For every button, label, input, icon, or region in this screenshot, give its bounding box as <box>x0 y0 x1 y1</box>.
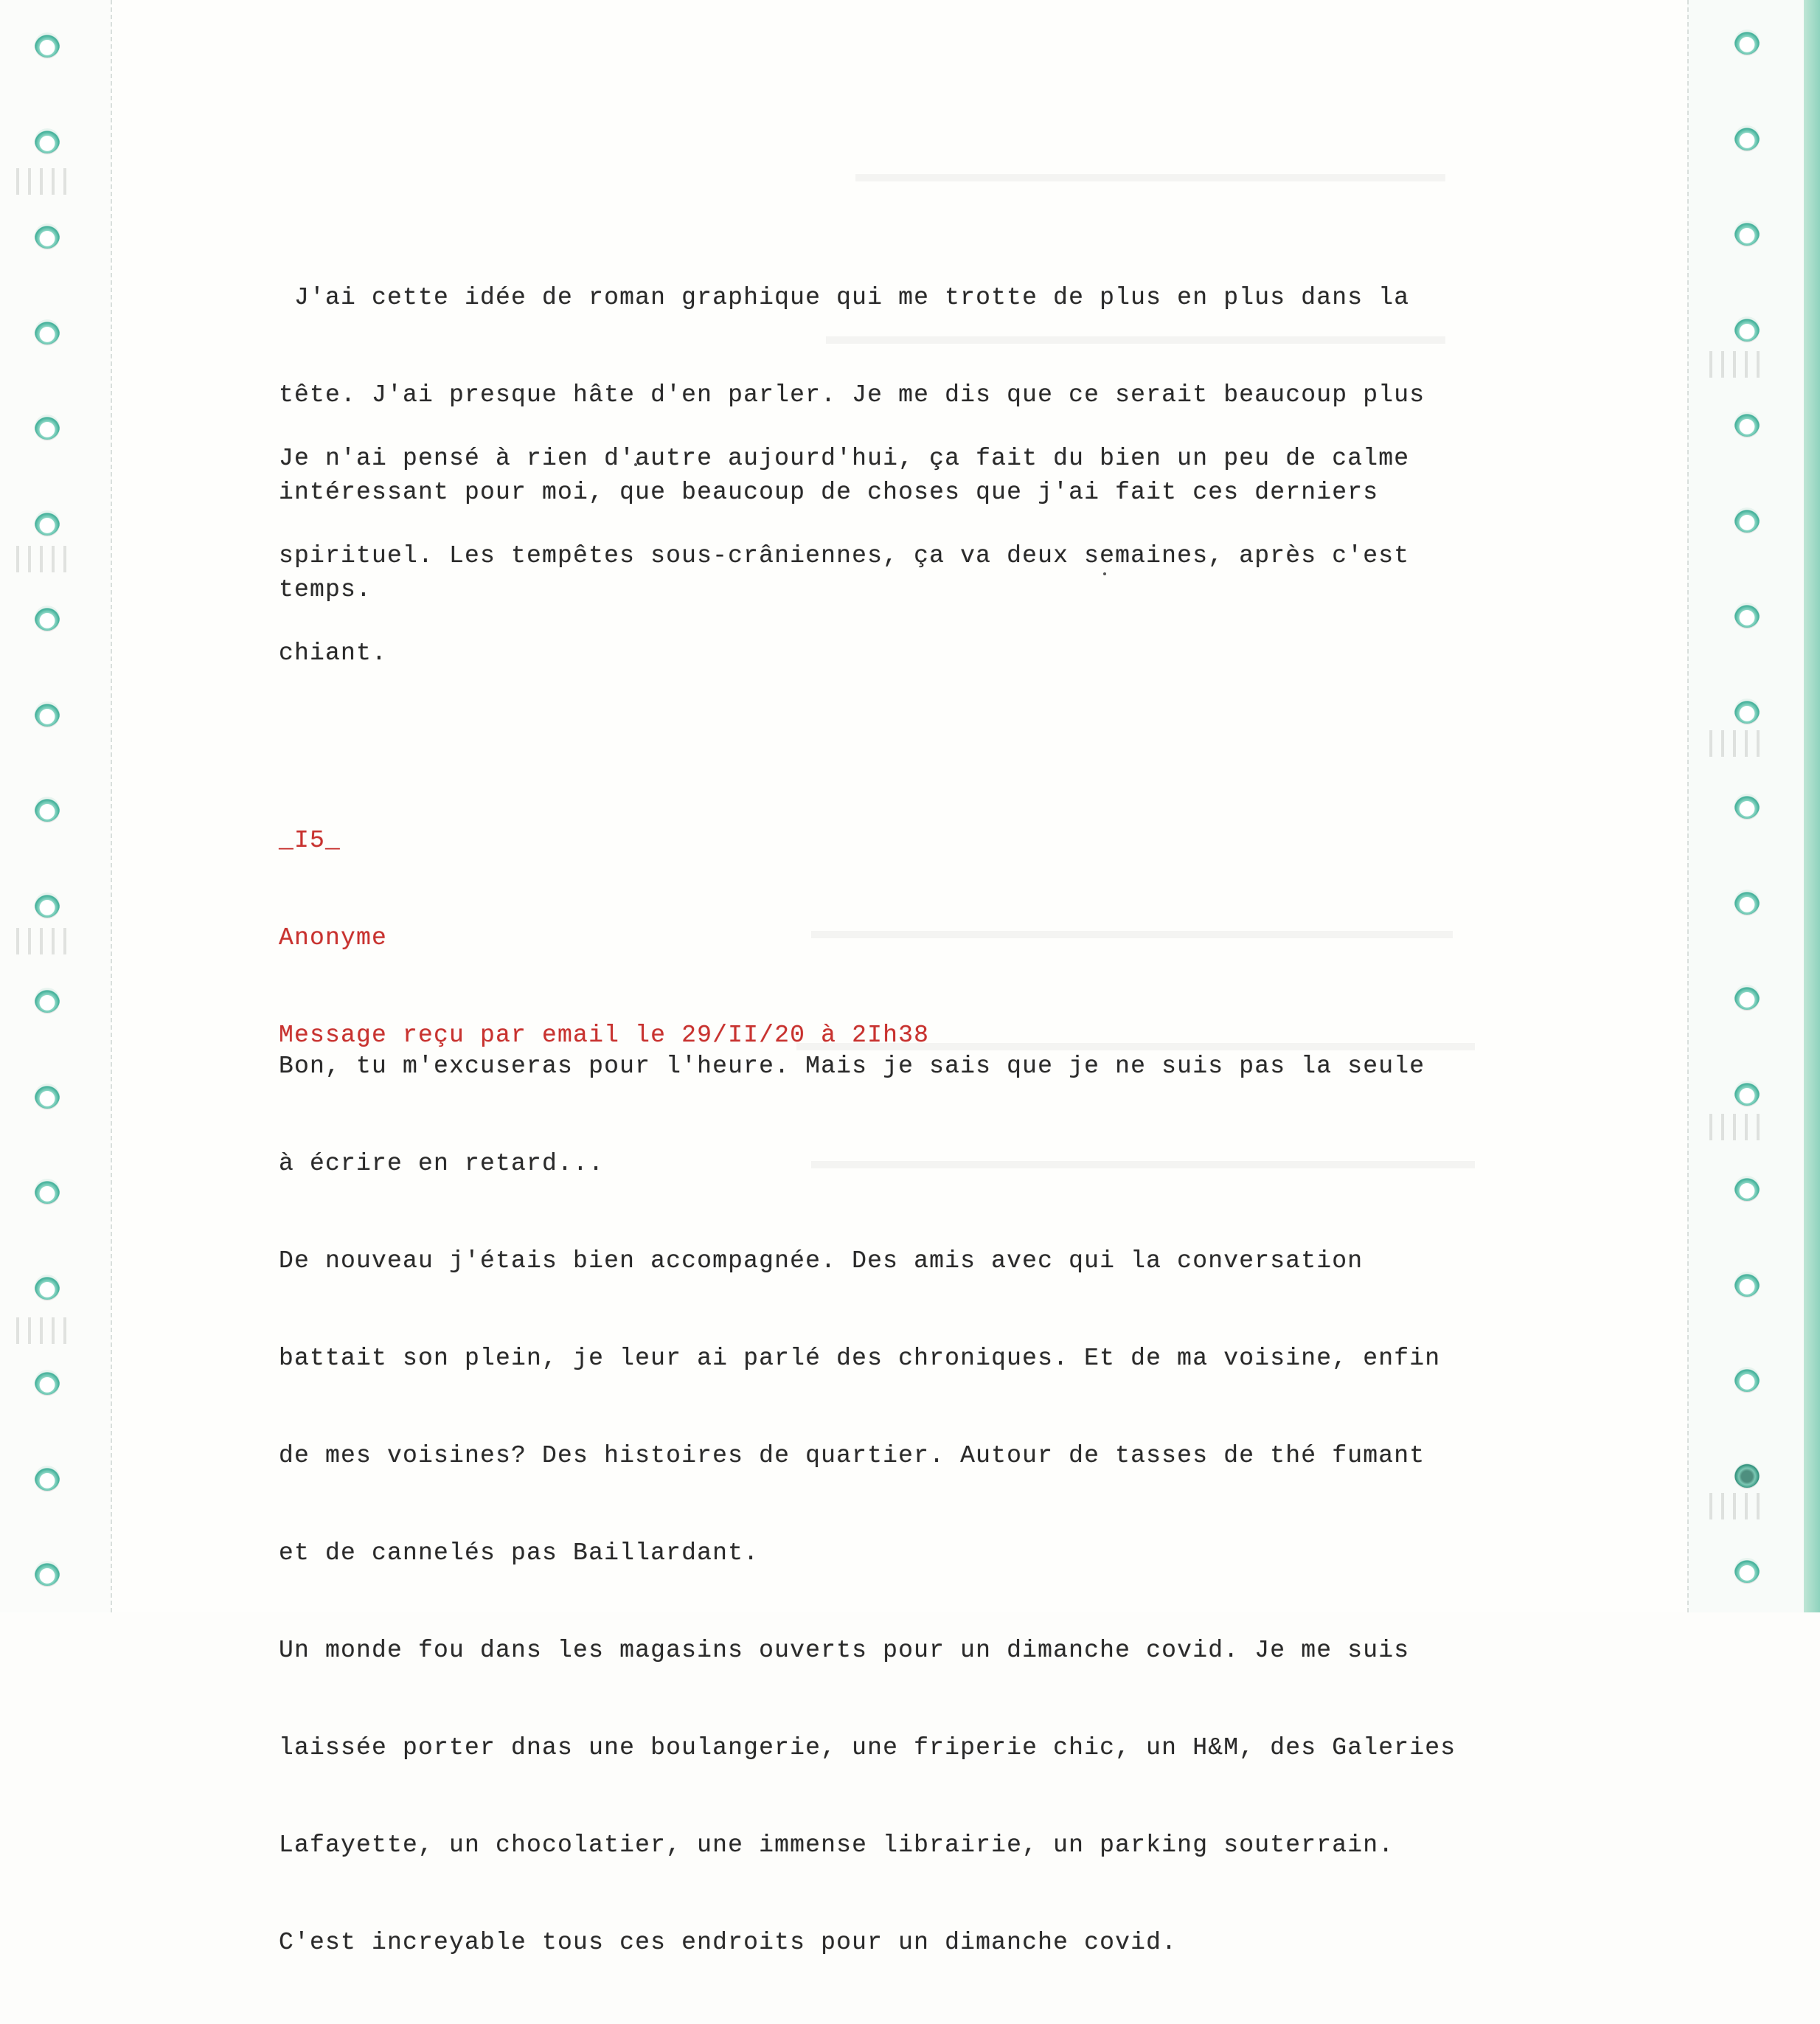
feed-hole <box>35 510 60 536</box>
tear-marks <box>1709 730 1761 757</box>
feed-hole <box>1734 30 1760 55</box>
tear-marks <box>16 1317 68 1344</box>
text-line: Je n'ai pensé à rien d'autre aujourd'hui, ça fait du bien un peu de calme <box>279 445 1410 472</box>
feed-hole <box>35 319 60 344</box>
feed-hole <box>35 1561 60 1586</box>
tear-marks <box>1709 1493 1761 1519</box>
feed-hole <box>1734 1176 1760 1201</box>
left-perforation-line <box>111 0 112 1612</box>
feed-hole <box>35 1466 60 1491</box>
feed-hole <box>1734 890 1760 915</box>
feed-hole <box>1734 412 1760 437</box>
feed-hole <box>1734 1558 1760 1583</box>
paragraph-calm <box>279 378 1409 735</box>
feed-hole <box>1734 125 1760 150</box>
feed-hole <box>1734 1367 1760 1392</box>
text-line: Bon, tu m'excuseras pour l'heure. Mais je sais que je ne suis pas la seule <box>279 1053 1425 1080</box>
text-line: et de cannelés pas Baillardant. <box>279 1539 760 1567</box>
feed-hole <box>35 893 60 918</box>
text-line: à écrire en retard... <box>279 1150 605 1177</box>
text-line: De nouveau j'étais bien accompagnée. Des amis avec qui la conversation <box>279 1247 1364 1275</box>
feed-hole <box>35 1084 60 1109</box>
feed-hole <box>35 1370 60 1395</box>
feed-hole <box>35 32 60 58</box>
feed-hole <box>1734 507 1760 533</box>
text-line: J'ai cette idée de roman graphique qui me trotte de plus en plus dans la <box>279 284 1410 311</box>
feed-hole <box>1734 794 1760 819</box>
text-line: chiant. <box>279 640 388 667</box>
tear-marks <box>1709 351 1761 378</box>
tear-marks <box>16 928 68 954</box>
right-perforation-line <box>1687 0 1689 1612</box>
green-paper-edge <box>1804 0 1820 1612</box>
entry-received-date: Message reçu par email le 29/II/20 à 2Ih38 <box>279 1022 930 1049</box>
text-line: temps. <box>279 576 372 603</box>
feed-hole <box>1734 316 1760 342</box>
text-line: de mes voisines? Des histoires de quartier. Autour de tasses de thé fumant <box>279 1442 1425 1469</box>
text-line: intéressant pour moi, que beaucoup de choses que j'ai fait ces derniers <box>279 479 1379 506</box>
text-line: C'est increyable tous ces endroits pour un dimanche covid. <box>279 1929 1178 1956</box>
text-line: spirituel. Les tempêtes sous-crâniennes, ça va deux semaines, après c'est <box>279 542 1410 569</box>
tear-marks <box>16 168 68 195</box>
feed-hole <box>1734 985 1760 1010</box>
entry-number: _I5_ <box>279 827 341 854</box>
feed-hole <box>1734 221 1760 246</box>
feed-hole <box>35 988 60 1013</box>
entry-author: Anonyme <box>279 924 388 952</box>
text-line: laissée porter dnas une boulangerie, une friperie chic, un H&M, des Galeries <box>279 1734 1456 1761</box>
feed-hole <box>1734 699 1760 724</box>
show-through-mark <box>855 174 1445 181</box>
text-line: battait son plein, je leur ai parlé des chroniques. Et de ma voisine, enfin <box>279 1345 1441 1372</box>
feed-hole <box>35 1179 60 1204</box>
feed-hole <box>1734 1463 1760 1488</box>
feed-hole <box>35 797 60 822</box>
feed-hole <box>1734 1272 1760 1297</box>
feed-hole <box>35 1275 60 1300</box>
feed-hole <box>35 606 60 631</box>
tear-marks <box>16 546 68 572</box>
text-line: Lafayette, un chocolatier, une immense librairie, un parking souterrain. <box>279 1831 1394 1859</box>
feed-hole <box>35 701 60 727</box>
feed-hole <box>35 128 60 153</box>
feed-hole <box>35 415 60 440</box>
feed-hole <box>1734 603 1760 628</box>
feed-hole <box>1734 1081 1760 1106</box>
tear-marks <box>1709 1114 1761 1140</box>
message-body <box>279 985 1456 2024</box>
feed-hole <box>35 223 60 249</box>
text-line: Un monde fou dans les magasins ouverts pour un dimanche covid. Je me suis <box>279 1637 1410 1664</box>
text-line: tête. J'ai presque hâte d'en parler. Je me dis que ce serait beaucoup plus <box>279 381 1425 409</box>
